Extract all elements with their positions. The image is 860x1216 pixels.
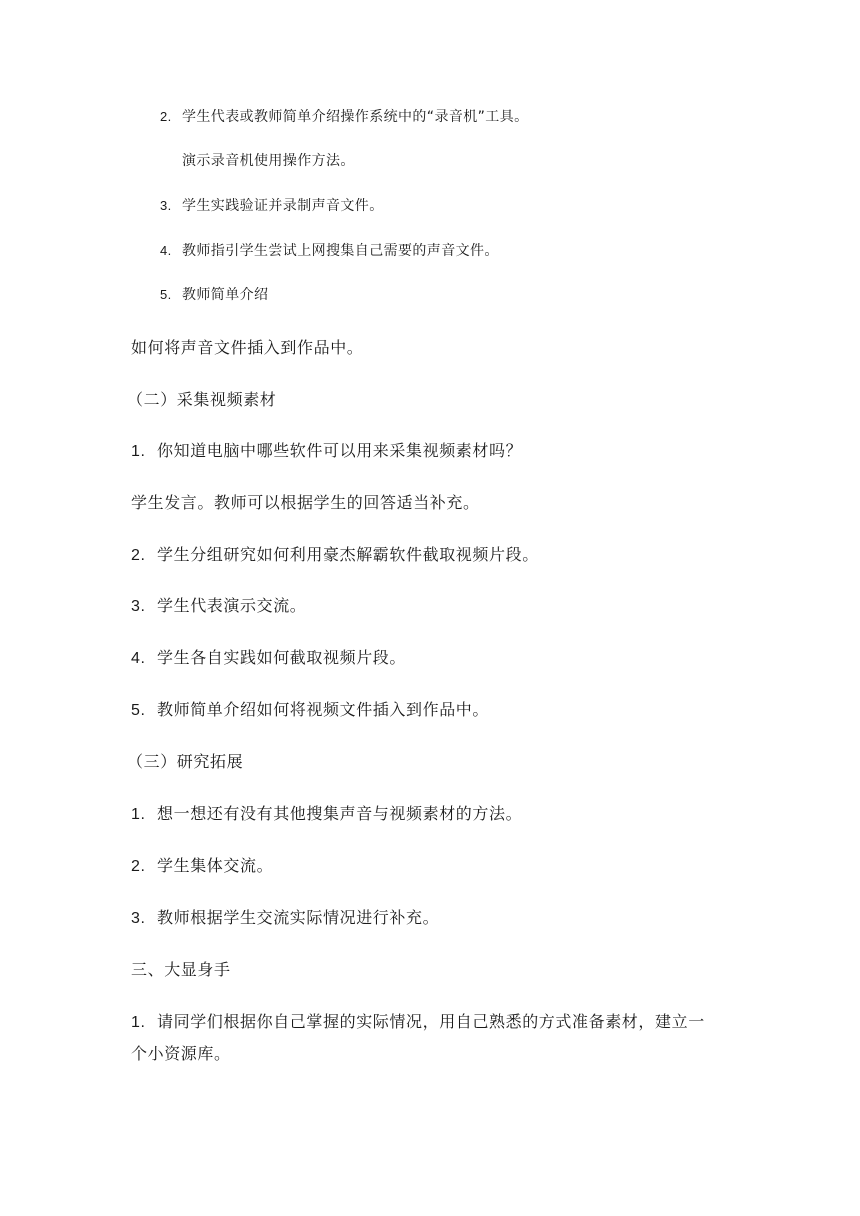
video-item-1 xyxy=(131,443,522,460)
section-heading-research: （三）研究拓展 xyxy=(127,752,244,771)
video-item-5 xyxy=(131,702,489,719)
research-item-3 xyxy=(131,910,439,927)
research-item-1 xyxy=(131,806,522,823)
item-number: 4. xyxy=(131,650,146,667)
item-text: 请同学们根据你自己掌握的实际情况，用自己熟悉的方式准备素材，建立一 xyxy=(157,1012,705,1031)
step-3-line xyxy=(160,199,384,213)
video-item-4 xyxy=(131,650,406,667)
step-number: 3. xyxy=(160,198,172,213)
item-text: 教师简单介绍如何将视频文件插入到作品中。 xyxy=(157,700,490,719)
item-number: 1. xyxy=(131,1014,146,1031)
section-heading-show: 三、大显身手 xyxy=(131,960,231,979)
item-text: 学生代表演示交流。 xyxy=(157,596,307,615)
step-number: 2. xyxy=(160,109,172,124)
research-item-2 xyxy=(131,858,273,875)
item-number: 2. xyxy=(131,858,146,875)
step-text: 演示录音机使用操作方法。 xyxy=(182,153,355,169)
item-number: 3. xyxy=(131,910,146,927)
show-item-1-line1 xyxy=(131,1014,705,1031)
item-number: 2. xyxy=(131,547,146,564)
item-text: 想一想还有没有其他搜集声音与视频素材的方法。 xyxy=(157,804,523,823)
show-item-1-line2: 个小资源库。 xyxy=(131,1044,231,1063)
step-number: 4. xyxy=(160,243,172,258)
step-4-line xyxy=(160,244,499,258)
paragraph-insert-sound: 如何将声音文件插入到作品中。 xyxy=(131,338,364,357)
step-text: 学生实践验证并录制声音文件。 xyxy=(182,198,384,214)
section-heading-video: （二）采集视频素材 xyxy=(127,390,277,409)
video-item-1-note xyxy=(131,495,480,511)
item-number: 3. xyxy=(131,598,146,615)
step-5-line xyxy=(160,288,268,302)
item-text: 学生各自实践如何截取视频片段。 xyxy=(157,648,407,667)
item-text: 学生集体交流。 xyxy=(157,856,274,875)
item-number: 1. xyxy=(131,443,146,460)
item-number: 5. xyxy=(131,702,146,719)
step-2-subline xyxy=(182,154,355,168)
item-text: 教师根据学生交流实际情况进行补充。 xyxy=(157,908,440,927)
item-text: 学生发言。教师可以根据学生的回答适当补充。 xyxy=(131,493,480,512)
video-item-3 xyxy=(131,598,306,615)
item-text: 学生分组研究如何利用豪杰解霸软件截取视频片段。 xyxy=(157,545,539,564)
step-number: 5. xyxy=(160,287,172,302)
step-text: 教师指引学生尝试上网搜集自己需要的声音文件。 xyxy=(182,243,499,259)
video-item-2 xyxy=(131,547,539,564)
step-text: 学生代表或教师简单介绍操作系统中的“录音机”工具。 xyxy=(182,109,529,125)
item-text: 你知道电脑中哪些软件可以用来采集视频素材吗？ xyxy=(157,441,523,460)
item-number: 1. xyxy=(131,806,146,823)
step-2-line xyxy=(160,110,529,124)
step-text: 教师简单介绍 xyxy=(182,287,269,303)
